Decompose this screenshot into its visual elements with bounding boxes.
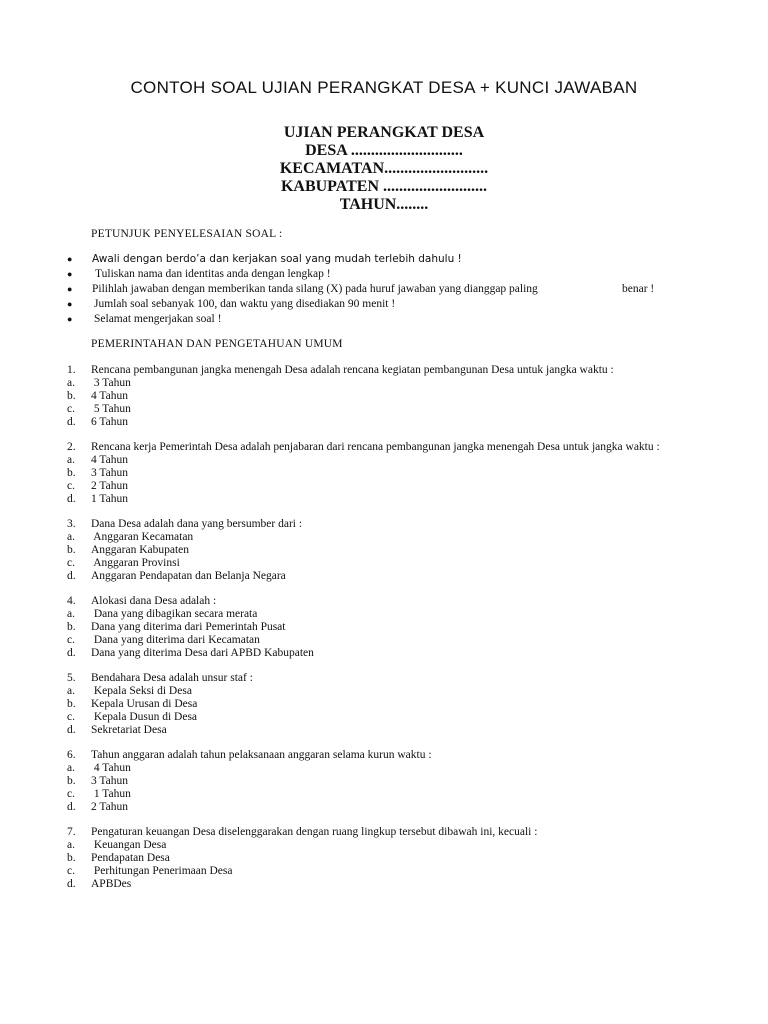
- option-letter: c.: [67, 865, 75, 877]
- section-heading: PEMERINTAHAN DAN PENGETAHUAN UMUM: [91, 338, 343, 350]
- question-row: [0, 364, 768, 377]
- option-letter: a.: [67, 762, 75, 774]
- option-text: 6 Tahun: [91, 416, 128, 428]
- instruction-text: Pilihlah jawaban dengan memberikan tanda silang (X) pada huruf jawaban yang dianggap paling: [92, 283, 538, 295]
- question-text: Alokasi dana Desa adalah :: [91, 595, 217, 607]
- header-line-desa: DESA ............................: [305, 142, 463, 159]
- answer-option: [0, 647, 768, 660]
- option-text: Dana yang diterima Desa dari APBD Kabupaten: [91, 647, 314, 659]
- answer-option: [0, 762, 768, 775]
- instruction-text-tail: benar !: [622, 283, 655, 295]
- option-letter: c.: [67, 711, 75, 723]
- option-text: 2 Tahun: [91, 480, 128, 492]
- answer-option: [0, 711, 768, 724]
- question-number: 2.: [67, 441, 76, 453]
- option-text: APBDes: [91, 878, 132, 890]
- option-text: Dana yang diterima dari Kecamatan: [91, 634, 260, 646]
- document-title: CONTOH SOAL UJIAN PERANGKAT DESA + KUNCI JAWABAN: [130, 78, 638, 97]
- bullet-icon: ●: [67, 284, 73, 294]
- question-row: [0, 749, 768, 762]
- answer-option: [0, 801, 768, 814]
- question-text: Pengaturan keuangan Desa diselenggarakan dengan ruang lingkup tersebut dibawah ini, kecuali :: [91, 826, 538, 838]
- option-letter: b.: [67, 852, 76, 864]
- answer-option: [0, 698, 768, 711]
- question-item: [0, 595, 768, 660]
- header-line-kabupaten: KABUPATEN ..........................: [280, 178, 488, 195]
- option-text: Anggaran Kecamatan: [91, 531, 194, 543]
- option-text: 5 Tahun: [91, 403, 131, 415]
- option-text: 3 Tahun: [91, 377, 131, 389]
- option-letter: a.: [67, 685, 75, 697]
- answer-option: [0, 480, 768, 493]
- question-item: [0, 518, 768, 583]
- answer-option: [0, 608, 768, 621]
- option-letter: c.: [67, 557, 75, 569]
- option-letter: d.: [67, 878, 76, 890]
- question-text: Rencana kerja Pemerintah Desa adalah penjabaran dari rencana pembangunan jangka menengah Desa untuk jangka waktu :: [91, 441, 660, 453]
- answer-option: [0, 724, 768, 737]
- answer-option: [0, 416, 768, 429]
- instruction-item: [0, 297, 768, 312]
- option-letter: a.: [67, 531, 75, 543]
- answer-option: [0, 852, 768, 865]
- instruction-item: [0, 267, 768, 282]
- option-text: 4 Tahun: [91, 454, 128, 466]
- question-item: [0, 441, 768, 506]
- instruction-text: Awali dengan berdo’a dan kerjakan soal yang mudah terlebih dahulu !: [92, 253, 462, 265]
- option-text: 3 Tahun: [91, 775, 128, 787]
- option-letter: c.: [67, 480, 75, 492]
- answer-option: [0, 570, 768, 583]
- bullet-icon: ●: [67, 269, 73, 279]
- option-letter: b.: [67, 390, 76, 402]
- option-letter: c.: [67, 634, 75, 646]
- answer-option: [0, 634, 768, 647]
- question-row: [0, 595, 768, 608]
- option-text: Anggaran Kabupaten: [91, 544, 190, 556]
- question-item: [0, 364, 768, 429]
- option-letter: d.: [67, 493, 76, 505]
- answer-option: [0, 621, 768, 634]
- option-letter: a.: [67, 454, 75, 466]
- option-text: 4 Tahun: [91, 390, 128, 402]
- question-number: 4.: [67, 595, 76, 607]
- question-row: [0, 518, 768, 531]
- instructions-heading: PETUNJUK PENYELESAIAN SOAL :: [91, 228, 283, 240]
- header-line-kecamatan: KECAMATAN..........................: [279, 160, 489, 177]
- exam-header: [0, 124, 768, 214]
- instructions-list: [0, 252, 768, 327]
- question-text: Dana Desa adalah dana yang bersumber dari :: [91, 518, 303, 530]
- option-text: 1 Tahun: [91, 788, 131, 800]
- question-row: [0, 441, 768, 454]
- option-letter: c.: [67, 788, 75, 800]
- option-text: Anggaran Pendapatan dan Belanja Negara: [91, 570, 286, 582]
- bullet-icon: ●: [67, 314, 73, 324]
- option-letter: d.: [67, 570, 76, 582]
- header-line-exam: UJIAN PERANGKAT DESA: [283, 124, 485, 141]
- option-text: Dana yang diterima dari Pemerintah Pusat: [91, 621, 286, 633]
- question-number: 7.: [67, 826, 76, 838]
- instruction-text: Selamat mengerjakan soal !: [94, 313, 222, 325]
- option-letter: b.: [67, 698, 76, 710]
- question-number: 5.: [67, 672, 76, 684]
- answer-option: [0, 557, 768, 570]
- instruction-item: [0, 252, 768, 267]
- answer-option: [0, 390, 768, 403]
- answer-option: [0, 878, 768, 891]
- question-item: [0, 826, 768, 891]
- answer-option: [0, 467, 768, 480]
- answer-option: [0, 544, 768, 557]
- instruction-item: [0, 282, 768, 297]
- question-row: [0, 672, 768, 685]
- answer-option: [0, 775, 768, 788]
- answer-option: [0, 865, 768, 878]
- question-number: 6.: [67, 749, 76, 761]
- bullet-icon: ●: [67, 254, 73, 264]
- option-text: Keuangan Desa: [91, 839, 167, 851]
- question-text: Bendahara Desa adalah unsur staf :: [91, 672, 253, 684]
- option-letter: a.: [67, 377, 75, 389]
- option-letter: a.: [67, 839, 75, 851]
- instruction-text: Jumlah soal sebanyak 100, dan waktu yang disediakan 90 menit !: [94, 298, 396, 310]
- bullet-icon: ●: [67, 299, 73, 309]
- option-letter: b.: [67, 621, 76, 633]
- answer-option: [0, 839, 768, 852]
- option-text: Kepala Seksi di Desa: [91, 685, 192, 697]
- option-text: 4 Tahun: [91, 762, 131, 774]
- option-letter: c.: [67, 403, 75, 415]
- answer-option: [0, 377, 768, 390]
- question-item: [0, 749, 768, 814]
- option-letter: b.: [67, 775, 76, 787]
- option-text: Kepala Dusun di Desa: [91, 711, 198, 723]
- option-text: 2 Tahun: [91, 801, 128, 813]
- question-item: [0, 672, 768, 737]
- option-text: Perhitungan Penerimaan Desa: [91, 865, 233, 877]
- option-letter: d.: [67, 647, 76, 659]
- option-letter: d.: [67, 416, 76, 428]
- question-row: [0, 826, 768, 839]
- option-letter: b.: [67, 467, 76, 479]
- option-letter: d.: [67, 801, 76, 813]
- option-text: 3 Tahun: [91, 467, 128, 479]
- header-line-tahun: TAHUN........: [339, 196, 429, 213]
- question-list: [0, 364, 768, 903]
- question-number: 3.: [67, 518, 76, 530]
- instruction-item: [0, 312, 768, 327]
- question-text: Tahun anggaran adalah tahun pelaksanaan anggaran selama kurun waktu :: [91, 749, 432, 761]
- option-text: Pendapatan Desa: [91, 852, 170, 864]
- option-letter: b.: [67, 544, 76, 556]
- answer-option: [0, 403, 768, 416]
- question-text: Rencana pembangunan jangka menengah Desa adalah rencana kegiatan pembangunan Desa untuk jangka waktu :: [91, 364, 614, 376]
- option-letter: a.: [67, 608, 75, 620]
- answer-option: [0, 788, 768, 801]
- option-text: 1 Tahun: [91, 493, 128, 505]
- option-text: Dana yang dibagikan secara merata: [91, 608, 258, 620]
- option-letter: d.: [67, 724, 76, 736]
- option-text: Anggaran Provinsi: [91, 557, 180, 569]
- answer-option: [0, 685, 768, 698]
- answer-option: [0, 531, 768, 544]
- question-number: 1.: [67, 364, 76, 376]
- answer-option: [0, 454, 768, 467]
- answer-option: [0, 493, 768, 506]
- option-text: Kepala Urusan di Desa: [91, 698, 198, 710]
- instruction-text: Tuliskan nama dan identitas anda dengan lengkap !: [95, 268, 331, 280]
- option-text: Sekretariat Desa: [91, 724, 167, 736]
